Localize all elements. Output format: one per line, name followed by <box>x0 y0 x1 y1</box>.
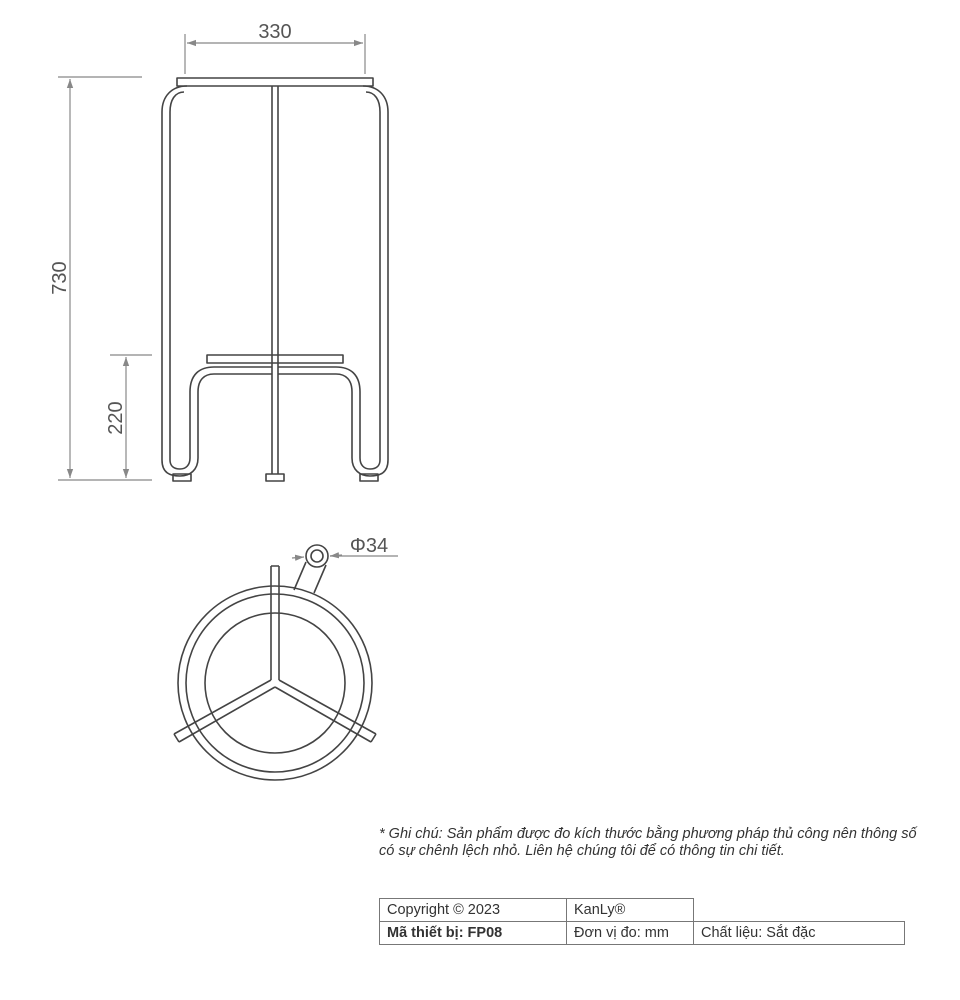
left-leg <box>162 86 272 476</box>
empty-cell <box>694 899 905 922</box>
unit-cell: Đơn vị đo: mm <box>567 922 694 945</box>
info-row-1 <box>380 899 905 922</box>
inner-ring <box>205 613 345 753</box>
foot-center <box>266 474 284 481</box>
stool-front-view <box>162 78 388 481</box>
arm-lower-left <box>174 680 275 742</box>
footrest <box>207 355 343 363</box>
info-table <box>379 898 905 945</box>
copyright-cell: Copyright © 2023 <box>380 899 567 922</box>
tube-section <box>306 545 328 567</box>
width-label: 330 <box>258 21 292 43</box>
stool-top-view <box>174 545 376 780</box>
diameter-label: Φ34 <box>349 535 389 557</box>
material-cell: Chất liệu: Sắt đặc <box>694 922 905 945</box>
arm-top <box>271 566 279 680</box>
outer-ring-outer <box>178 586 372 780</box>
seat-top <box>177 78 373 86</box>
brand-cell: KanLy® <box>567 899 694 922</box>
arm-lower-right <box>275 680 376 742</box>
model-cell: Mã thiết bị: FP08 <box>380 922 567 945</box>
right-leg <box>278 86 388 476</box>
measurement-note: * Ghi chú: Sản phẩm được đo kích thước bằng phương pháp thủ công nên thông số có sự chênh lệch nhỏ. Liên hệ chúng tôi để có thông tin chi tiết. <box>379 826 917 859</box>
height-label: 730 <box>49 261 71 295</box>
footrest-label: 220 <box>105 401 127 435</box>
tube-section-inner <box>311 550 323 562</box>
outer-ring-inner <box>186 594 364 772</box>
info-row-2 <box>380 922 905 945</box>
